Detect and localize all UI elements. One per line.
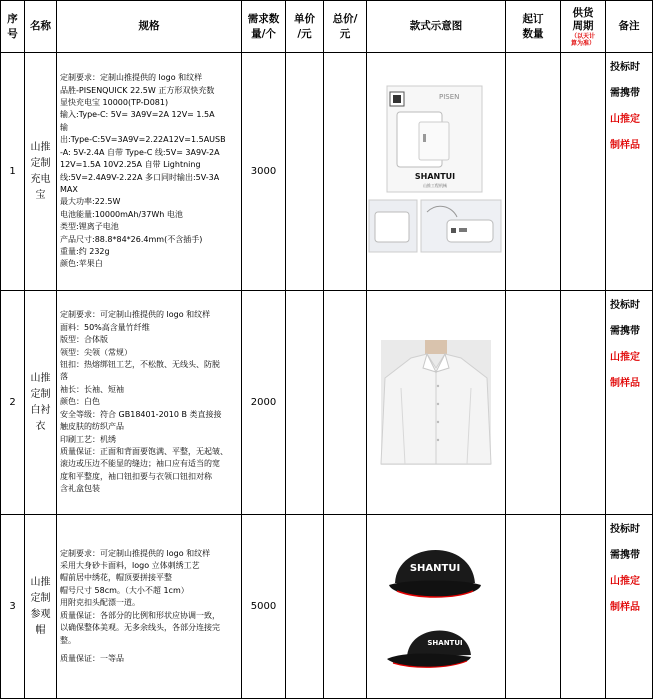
svg-text:SHANTUI: SHANTUI: [427, 638, 463, 647]
header-qty: 需求数 量/个: [242, 1, 286, 53]
svg-text:山推工程机械: 山推工程机械: [423, 182, 447, 188]
header-sample-image: 款式示意图: [367, 1, 506, 53]
header-index: 序 号: [1, 1, 25, 53]
row-total-price: [324, 53, 367, 291]
row-moq: [506, 515, 561, 699]
row-delivery: [561, 53, 606, 291]
row-index: 2: [1, 291, 25, 515]
header-unit-price: 单价 /元: [286, 1, 324, 53]
delivery-note: （以天计 算为准）: [570, 32, 595, 47]
row-name: 山推 定制 充电 宝: [25, 53, 57, 291]
row-sample-image: [367, 291, 506, 515]
row-index: 1: [1, 53, 25, 291]
row-moq: [506, 291, 561, 515]
svg-text:SHANTUI: SHANTUI: [409, 562, 461, 574]
white-shirt-image: [367, 338, 504, 468]
row-total-price: [324, 291, 367, 515]
table-row: [1, 515, 653, 699]
row-qty: 3000: [242, 53, 286, 291]
row-sample-image: [367, 515, 506, 699]
power-bank-image: [367, 82, 504, 262]
row-sample-image: [367, 53, 506, 291]
header-remark: 备注: [606, 1, 653, 53]
svg-text:PISEN: PISEN: [439, 92, 460, 101]
row-name: 山推 定制 白衬 衣: [25, 291, 57, 515]
row-qty: 5000: [242, 515, 286, 699]
row-delivery: [561, 515, 606, 699]
header-total-price: 总价/ 元: [324, 1, 367, 53]
table-row: [1, 53, 653, 291]
header-name: 名称: [25, 1, 57, 53]
row-name: 山推 定制 参观 帽: [25, 515, 57, 699]
row-index: 3: [1, 515, 25, 699]
row-total-price: [324, 515, 367, 699]
row-unit-price: [286, 291, 324, 515]
row-spec: 定制要求：可定制山推提供的 logo 和纹样 采用大身砂卡面料，logo 立体刺绣工艺 帽前居中绣花，帽顶要拼接平整 帽号尺寸 58cm。（大小不超 1cm） 用附克扣头配漂一道。 质量保证：各部分的比例和形状应协调一致， 以确保整体美观。无多余线头，各部分连接完 整。 质量保证：一等品: [57, 515, 242, 699]
svg-text:SHANTUI: SHANTUI: [414, 171, 456, 181]
header-delivery: 供货 周期 （以天计 算为准）: [561, 1, 606, 53]
row-remark: 投标时 需携带 山推定 制样品: [606, 53, 653, 291]
row-unit-price: [286, 515, 324, 699]
row-spec: 定制要求：可定制山推提供的 logo 和纹样 面料：50%高含量竹纤维 版型：合体版 领型：尖领（常规） 钮扣：热熔绑钮工艺，不松散、无线头、防脱 落 袖长：长袖、短袖 颜色：白色 安全等级：符合 GB18401-2010 B 类直接接 触皮肤的纺织产品 印刷工艺：机绣 质量保证：正面和背面要饱满、平整，无起皱、 滚边或压边不能显的缝边；袖口应有适当的宽 度和平整度，袖口钮扣要与衣领口钮扣对称 含礼盒包装: [57, 291, 242, 515]
row-delivery: [561, 291, 606, 515]
header-spec: 规格: [57, 1, 242, 53]
row-remark: 投标时 需携带 山推定 制样品: [606, 515, 653, 699]
cap-image: [367, 527, 504, 687]
row-remark: 投标时 需携带 山推定 制样品: [606, 291, 653, 515]
row-unit-price: [286, 53, 324, 291]
row-qty: 2000: [242, 291, 286, 515]
row-spec: 定制要求：定制山推提供的 logo 和纹样 品胜-PISENQUICK 22.5W 正方形双快充数 显快充电宝 10000(TP-D081) 输入:Type-C: 5V= 3A9V=2A 12V= 1.5A 输 出:Type-C:5V=3A9V=2.22A12V=1.5AUSB -A: 5V-2.4A 自带 Type-C 线:5V= 3A9V-2A 12V=1.5A 10V2.25A 自带 Lightning 线:5V=2.4A9V-2.22A 多口同时输出:5V-3A MAX 最大功率:22.5W 电池能量:10000mAh/37Wh 电池 类型:锂离子电池 产品尺寸:88.8*84*26.4mm(不含插手) 重量:约 232g 颜色:苹果白: [57, 53, 242, 291]
table-row: [1, 291, 653, 515]
header-moq: 起订 数量: [506, 1, 561, 53]
row-moq: [506, 53, 561, 291]
header-row: [1, 1, 653, 53]
